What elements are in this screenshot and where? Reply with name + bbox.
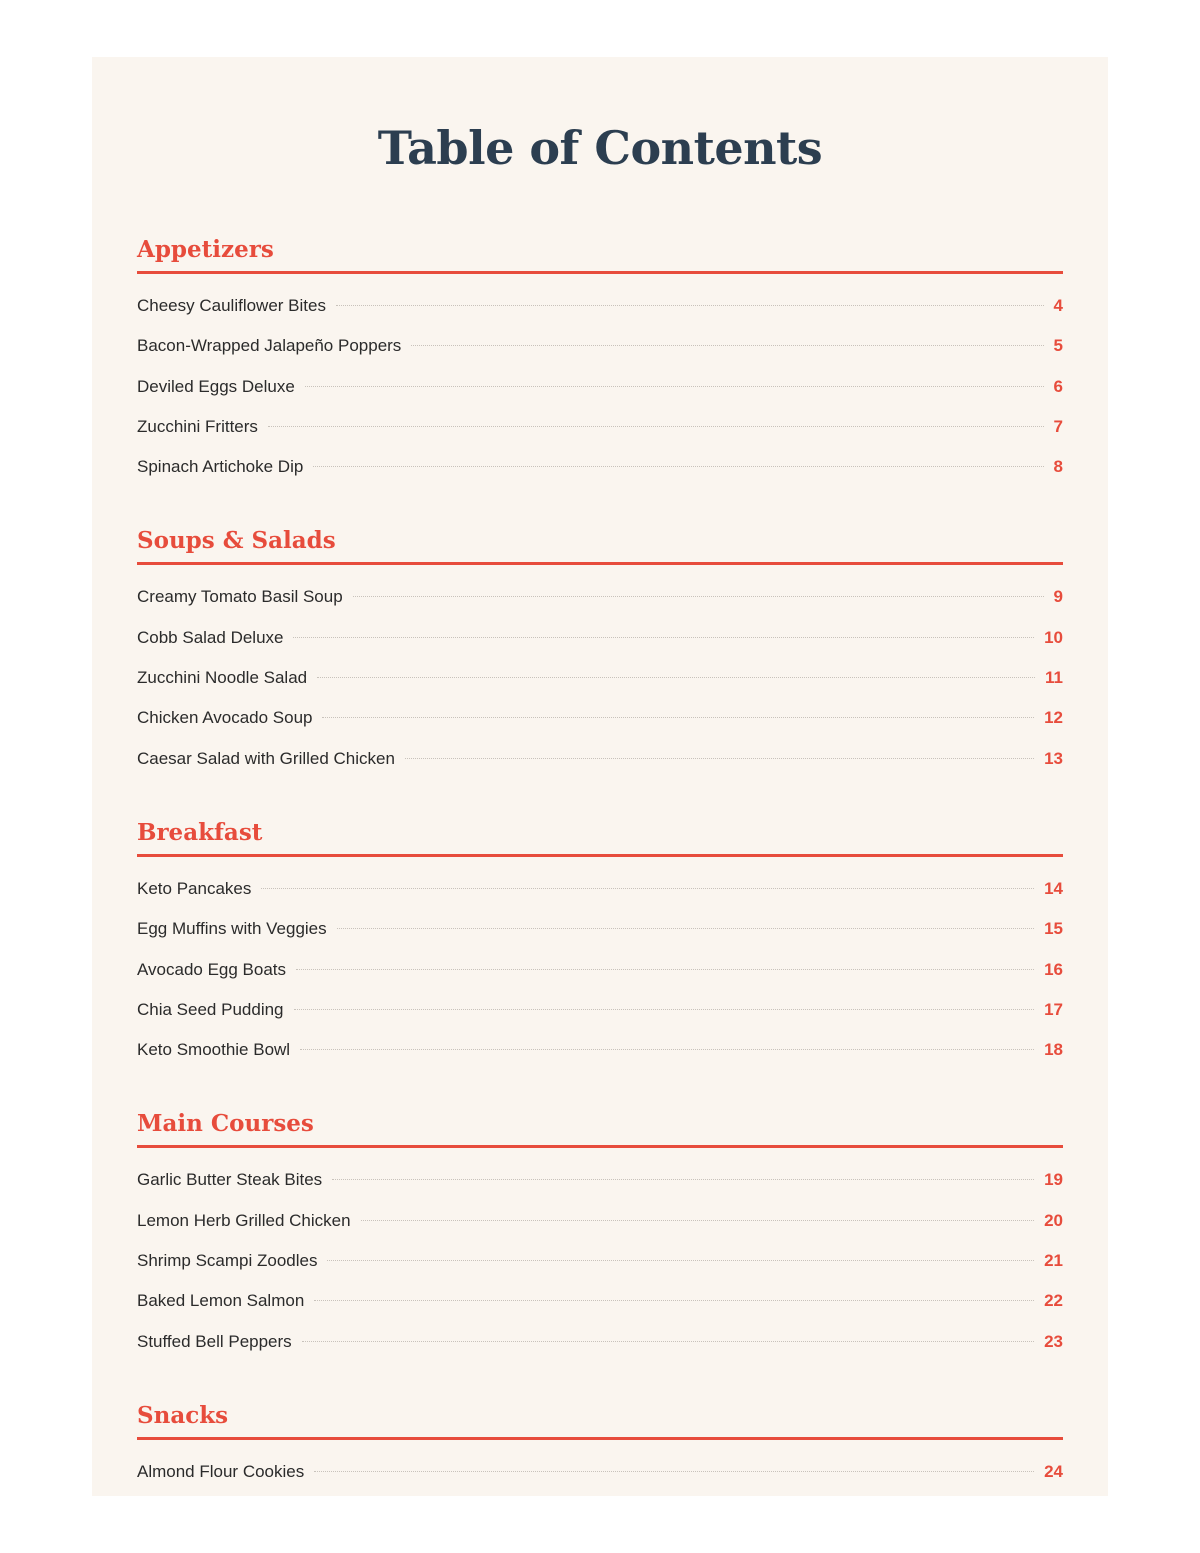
entry-page-number: 12: [1044, 708, 1063, 728]
entry-title: Garlic Butter Steak Bites: [137, 1170, 323, 1190]
toc-section: [137, 522, 1063, 778]
page-title: Table of Contents: [377, 121, 823, 175]
dot-leader: [317, 677, 1035, 678]
dot-leader: [293, 637, 1034, 638]
dot-leader: [302, 1341, 1034, 1342]
section-heading: Breakfast: [137, 814, 1063, 857]
section-heading: Main Courses: [137, 1105, 1063, 1148]
toc-section: [137, 1105, 1063, 1361]
entry-title: Spinach Artichoke Dip: [137, 457, 304, 477]
toc-entry[interactable]: [137, 367, 1063, 407]
toc-entry[interactable]: [137, 909, 1063, 949]
entry-list: [137, 1440, 1063, 1492]
dot-leader: [361, 1220, 1035, 1221]
toc-sections: [137, 231, 1063, 1492]
entry-page-number: 11: [1045, 668, 1063, 688]
entry-page-number: 15: [1044, 919, 1063, 939]
dot-leader: [405, 758, 1034, 759]
toc-page: [92, 57, 1108, 1496]
toc-entry[interactable]: [137, 326, 1063, 366]
dot-leader: [322, 717, 1034, 718]
entry-title: Bacon-Wrapped Jalapeño Poppers: [137, 336, 402, 356]
entry-page-number: 18: [1044, 1040, 1063, 1060]
entry-page-number: 4: [1053, 296, 1063, 315]
toc-entry[interactable]: [137, 1030, 1063, 1070]
dot-leader: [268, 426, 1044, 427]
toc-entry[interactable]: [137, 577, 1063, 617]
entry-list: [137, 274, 1063, 487]
section-heading: Soups & Salads: [137, 522, 1063, 565]
entry-page-number: 23: [1044, 1331, 1063, 1351]
entry-page-number: 19: [1044, 1170, 1063, 1190]
entry-title: Creamy Tomato Basil Soup: [137, 587, 343, 607]
dot-leader: [327, 1260, 1034, 1261]
entry-title: Baked Lemon Salmon: [137, 1291, 305, 1311]
toc-entry[interactable]: [137, 407, 1063, 447]
dot-leader: [314, 1300, 1034, 1301]
dot-leader: [353, 596, 1044, 597]
entry-page-number: 24: [1044, 1461, 1063, 1481]
entry-page-number: 7: [1053, 416, 1063, 436]
toc-section: [137, 814, 1063, 1070]
toc-entry[interactable]: [137, 990, 1063, 1030]
entry-title: Zucchini Fritters: [137, 416, 258, 436]
toc-entry[interactable]: [137, 1160, 1063, 1200]
entry-page-number: 5: [1053, 336, 1063, 356]
section-heading: Appetizers: [137, 231, 1063, 274]
dot-leader: [411, 345, 1043, 346]
entry-page-number: 20: [1044, 1210, 1063, 1230]
entry-title: Cheesy Cauliflower Bites: [137, 296, 326, 315]
dot-leader: [300, 1049, 1034, 1050]
entry-title: Chia Seed Pudding: [137, 999, 284, 1019]
entry-list: [137, 857, 1063, 1070]
toc-section: [137, 1397, 1063, 1492]
entry-title: Chicken Avocado Soup: [137, 708, 313, 728]
dot-leader: [305, 386, 1044, 387]
toc-entry[interactable]: [137, 1281, 1063, 1321]
toc-entry[interactable]: [137, 1201, 1063, 1241]
toc-entry[interactable]: [137, 286, 1063, 326]
dot-leader: [314, 1471, 1034, 1472]
entry-title: Cobb Salad Deluxe: [137, 627, 284, 647]
dot-leader: [332, 1179, 1034, 1180]
toc-entry[interactable]: [137, 658, 1063, 698]
entry-page-number: 13: [1044, 748, 1063, 768]
entry-title: Egg Muffins with Veggies: [137, 919, 327, 939]
dot-leader: [313, 466, 1043, 467]
entry-page-number: 16: [1044, 959, 1063, 979]
dot-leader: [337, 928, 1034, 929]
toc-entry[interactable]: [137, 1322, 1063, 1362]
entry-page-number: 9: [1053, 587, 1063, 607]
entry-title: Avocado Egg Boats: [137, 959, 287, 979]
entry-title: Lemon Herb Grilled Chicken: [137, 1210, 351, 1230]
entry-page-number: 22: [1044, 1291, 1063, 1311]
toc-entry[interactable]: [137, 739, 1063, 779]
entry-title: Shrimp Scampi Zoodles: [137, 1251, 318, 1271]
entry-title: Keto Pancakes: [137, 878, 252, 898]
entry-list: [137, 1148, 1063, 1361]
dot-leader: [336, 305, 1044, 306]
toc-section: [137, 231, 1063, 487]
entry-page-number: 10: [1044, 627, 1063, 647]
dot-leader: [294, 1009, 1035, 1010]
toc-entry[interactable]: [137, 618, 1063, 658]
dot-leader: [296, 969, 1034, 970]
entry-page-number: 17: [1044, 999, 1063, 1019]
toc-entry[interactable]: [137, 1241, 1063, 1281]
toc-entry[interactable]: [137, 698, 1063, 738]
entry-page-number: 14: [1044, 878, 1063, 898]
entry-page-number: 6: [1053, 376, 1063, 396]
entry-title: Deviled Eggs Deluxe: [137, 376, 295, 396]
entry-list: [137, 565, 1063, 778]
entry-title: Keto Smoothie Bowl: [137, 1040, 291, 1060]
entry-page-number: 8: [1053, 457, 1063, 477]
entry-title: Stuffed Bell Peppers: [137, 1331, 292, 1351]
section-heading: Snacks: [137, 1397, 1063, 1440]
toc-entry[interactable]: [137, 950, 1063, 990]
toc-entry[interactable]: [137, 869, 1063, 909]
entry-title: Caesar Salad with Grilled Chicken: [137, 748, 395, 768]
entry-page-number: 21: [1044, 1251, 1063, 1271]
toc-entry[interactable]: [137, 1452, 1063, 1492]
dot-leader: [261, 888, 1034, 889]
entry-title: Zucchini Noodle Salad: [137, 668, 308, 688]
toc-entry[interactable]: [137, 447, 1063, 487]
entry-title: Almond Flour Cookies: [137, 1461, 305, 1481]
